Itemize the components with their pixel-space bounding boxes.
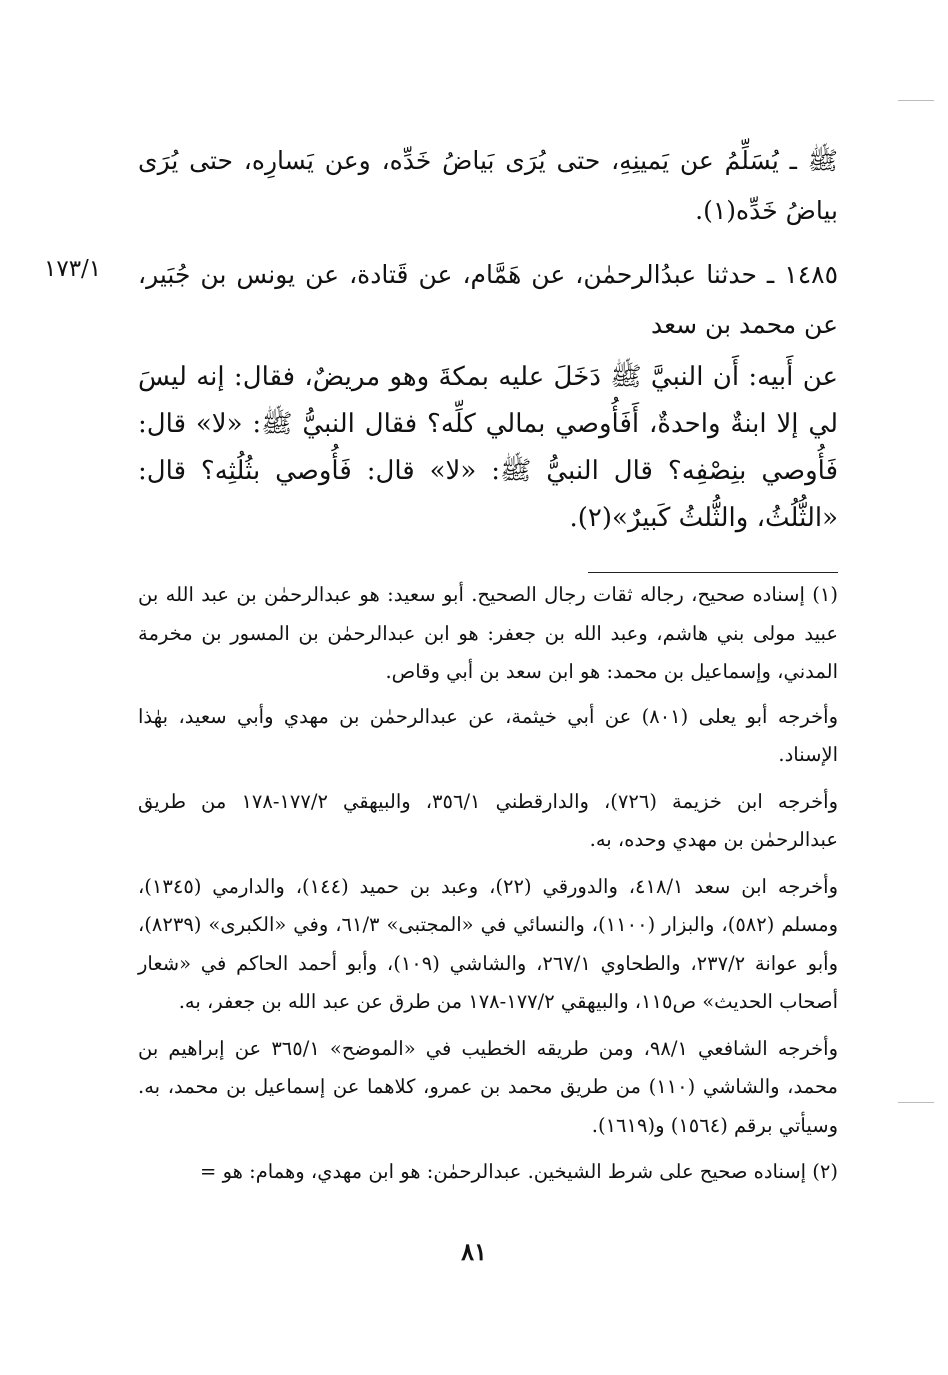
footnote-paragraph: وأخرجه ابن خزيمة (٧٢٦)، والدارقطني ٣٥٦/١، والبيهقي ١٧٧/٢-١٧٨ من طريق عبدالرحمٰن بن مهدي وحده، به.: [138, 789, 838, 851]
page-number: ٨١: [461, 1237, 487, 1266]
footnote-paragraph: وأخرجه الشافعي ٩٨/١، ومن طريقه الخطيب في «الموضح» ٣٦٥/١ عن إبراهيم بن محمد، والشاشي (١١٠) من طريق محمد بن عمرو، كلاهما عن إسماعيل بن محمد، به. وسيأتي برقم (١٥٦٤) و(١٦١٩).: [138, 1036, 839, 1137]
scan-edge-mark: [898, 1102, 934, 1103]
side-reference: ١٧٣/١: [44, 256, 102, 282]
main-text-continuation: ﷺ ـ يُسَلِّمُ عن يَمينِهِ، حتى يُرَى بَياضُ خَدِّه، وعن يَسارِه، حتى يُرَى بياضُ خَدِّه(١).: [138, 146, 838, 225]
footnotes: [138, 576, 838, 1200]
footnote-1: (١) إسناده صحيح، رجاله ثقات رجال الصحيح. أبو سعيد: هو عبدالرحمٰن بن عبد الله بن عبيد مولى بني هاشم، وعبد الله بن جعفر: هو ابن عبدالرحمٰن بن المسور بن مخرمة المدني، وإسماعيل بن محمد: هو ابن سعد بن أبي وقاص.: [138, 583, 838, 683]
scan-edge-mark: [898, 100, 934, 101]
hadith-text: عن أَبيه: أَن النبيَّ ﷺ دَخَلَ عليه بمكةَ وهو مريضٌ، فقال: إنه ليسَ لي إلا ابنةٌ واحدةٌ، أَفَأُوصي بمالي كلِّه؟ فقال النبيُّ ﷺ: «لا» قال: فَأُوصي بنِصْفِه؟ قال النبيُّ ﷺ: «لا» قال: فَأُوصي بثُلُثِه؟ قال: «الثُّلُثُ، والثُّلثُ كَبيرٌ»(٢).: [138, 362, 838, 533]
footnote-separator: [588, 572, 838, 573]
hadith-heading: ١٤٨٥ ـ حدثنا عبدُالرحمٰن، عن هَمَّام، عن قَتادة، عن يونس بن جُبَير، عن محمد بن سعد: [138, 260, 838, 339]
footnote-2: (٢) إسناده صحيح على شرط الشيخين. عبدالرحمٰن: هو ابن مهدي، وهمام: هو =: [200, 1160, 838, 1183]
footnote-paragraph: وأخرجه ابن سعد ٤١٨/١، والدورقي (٢٢)، وعبد بن حميد (١٤٤)، والدارمي (١٣٤٥)، ومسلم (٥٨٢)، والبزار (١١٠٠)، والنسائي في «المجتبى» ٦١/٣، وفي «الكبرى» (٨٢٣٩)، وأبو عوانة ٢٣٧/٢، والطحاوي ٢٦٧/١، والشاشي (١٠٩)، وأبو أحمد الحاكم في «شعار أصحاب الحديث» ص١١٥، والبيهقي ١٧٧/٢-١٧٨ من طرق عن عبد الله بن جعفر، به.: [138, 874, 839, 1013]
footnote-paragraph: وأخرجه أبو يعلى (٨٠١) عن أبي خيثمة، عن عبدالرحمٰن بن مهدي وأبي سعيد، بهٰذا الإسناد.: [138, 704, 838, 766]
